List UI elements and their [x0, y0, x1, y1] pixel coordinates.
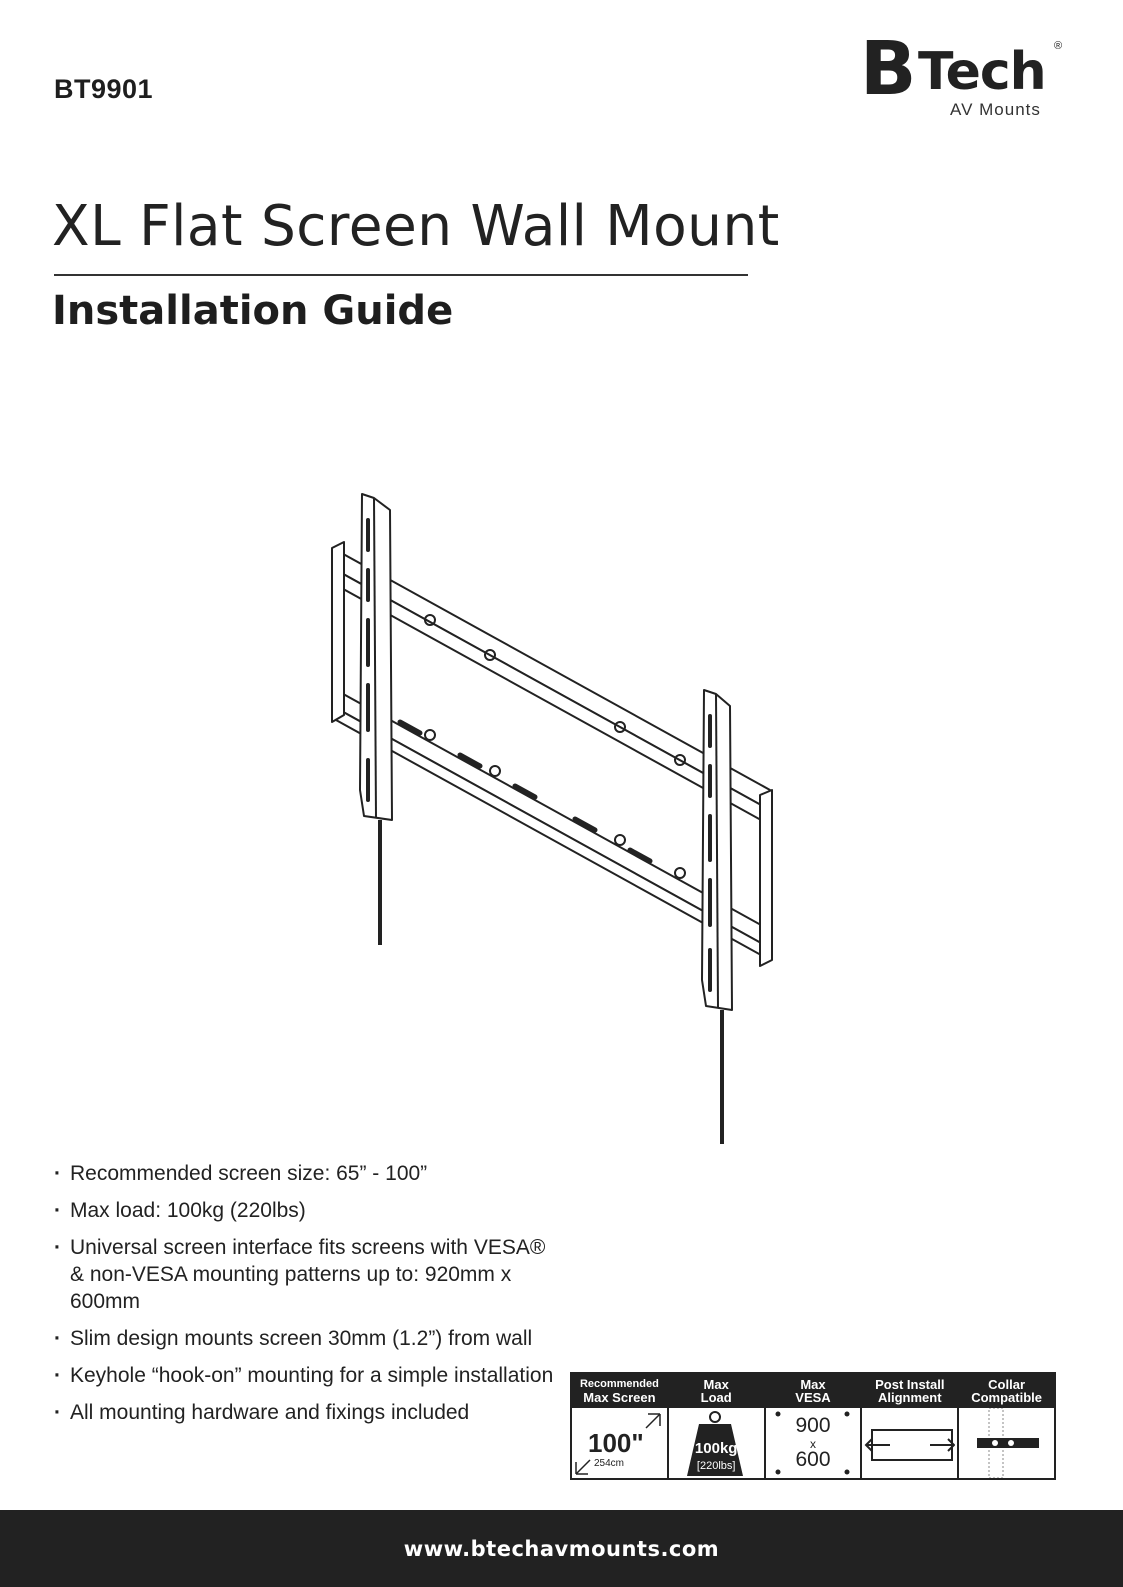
- document-subtitle: Installation Guide: [52, 288, 454, 334]
- logo-mark: B: [860, 26, 917, 112]
- logo-word: Tech: [918, 42, 1046, 102]
- spec-max-vesa-header: Max VESA: [766, 1374, 861, 1408]
- spec-collar: [959, 1374, 1054, 1478]
- vesa-height: 600: [795, 1448, 831, 1471]
- btech-logo: [860, 26, 1070, 124]
- model-number: BT9901: [54, 74, 154, 104]
- max-load-imperial: [220lbs]: [696, 1460, 736, 1472]
- max-screen-metric: 254cm: [594, 1458, 625, 1469]
- feature-item: · Max load: 100kg (220lbs): [54, 1197, 554, 1224]
- spec-alignment-header: Post Install Alignment: [862, 1374, 957, 1408]
- logo-registered: ®: [1054, 40, 1063, 52]
- feature-item: · Recommended screen size: 65” - 100”: [54, 1160, 554, 1187]
- max-load-value: 100kg: [694, 1440, 738, 1457]
- feature-item: · Universal screen interface fits screens with VESA® & non-VESA mounting patterns up to: 920mm x 600mm: [54, 1234, 554, 1315]
- document-title: XL Flat Screen Wall Mount: [52, 194, 780, 259]
- wall-mount-illustration: [320, 490, 790, 1160]
- feature-list: [54, 1160, 554, 1436]
- spec-alignment: [862, 1374, 959, 1478]
- spec-max-screen-header: Recommended Max Screen: [572, 1374, 667, 1408]
- collar-pole-icon: [959, 1408, 1052, 1478]
- feature-item: · Slim design mounts screen 30mm (1.2”) from wall: [54, 1325, 554, 1352]
- spec-max-screen: [572, 1374, 669, 1478]
- spec-collar-header: Collar Compatible: [959, 1374, 1054, 1408]
- vesa-pattern-icon: [766, 1408, 861, 1478]
- spec-table: [570, 1372, 1056, 1480]
- spec-max-load: [669, 1374, 766, 1478]
- logo-subtitle: AV Mounts: [950, 100, 1041, 119]
- max-screen-value: 100": [588, 1428, 644, 1458]
- footer-bar: [0, 1510, 1123, 1587]
- spec-max-vesa: [766, 1374, 863, 1478]
- title-divider: [54, 274, 748, 276]
- website-link[interactable]: www.btechavmounts.com: [403, 1536, 720, 1561]
- feature-item: · All mounting hardware and fixings included: [54, 1399, 554, 1426]
- feature-item: · Keyhole “hook-on” mounting for a simple installation: [54, 1362, 554, 1389]
- vesa-x: x: [809, 1437, 816, 1451]
- vesa-width: 900: [795, 1414, 831, 1437]
- alignment-arrows-icon: [862, 1408, 955, 1478]
- spec-max-load-header: Max Load: [669, 1374, 764, 1408]
